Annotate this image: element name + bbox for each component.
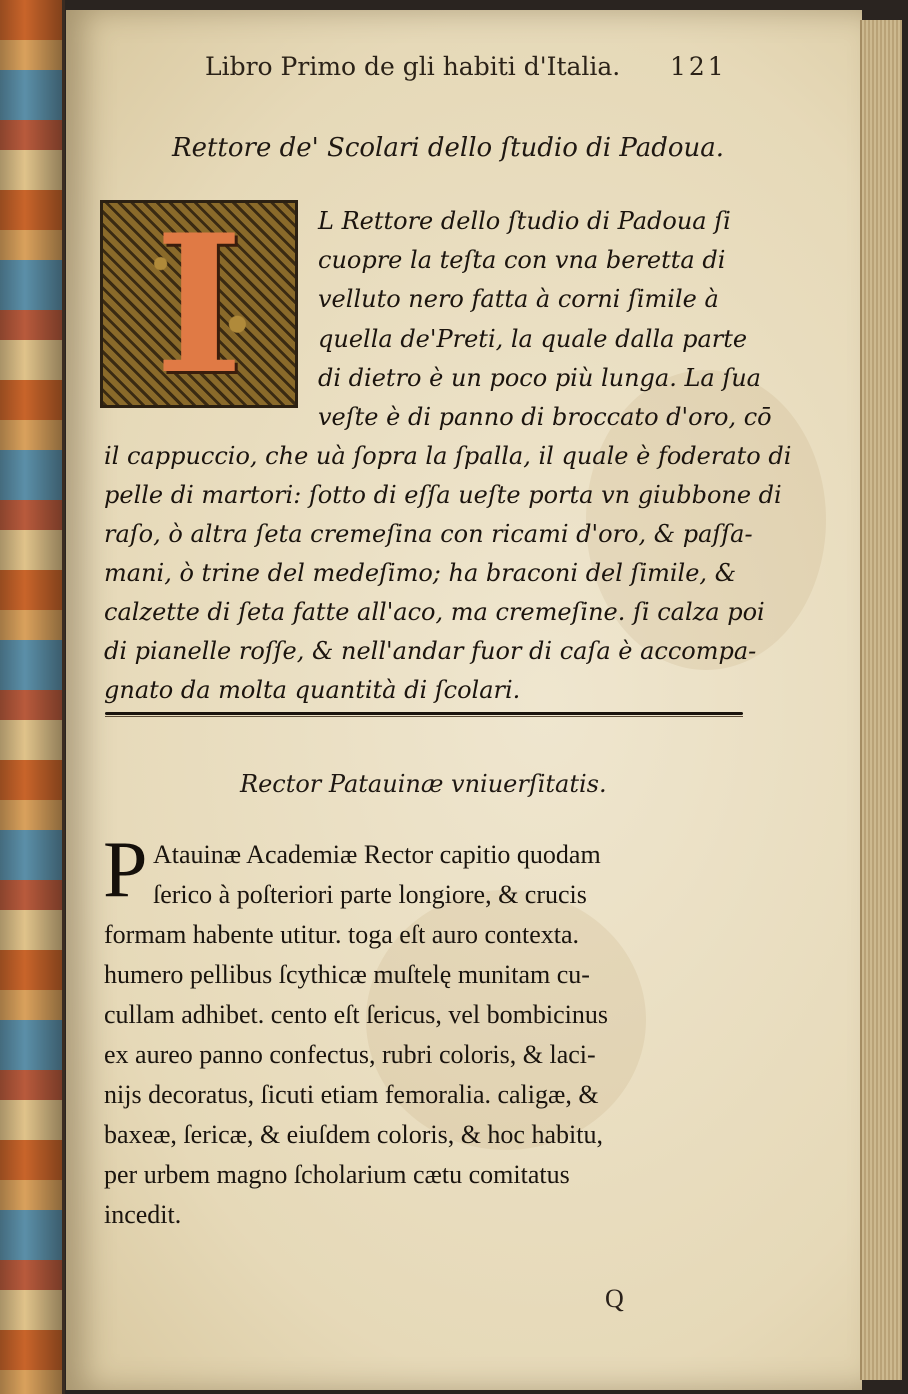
text-line: ſerico à poſteriori parte longiore, & crucis (153, 880, 587, 909)
page-number: 121 (670, 52, 727, 81)
latin-section-heading: Rector Patauinæ vniuerſitatis. (240, 770, 607, 798)
text-line: veſte è di panno di broccato d'oro, cō (318, 403, 772, 431)
text-line: raſo, ò altra ſeta cremeſina con ricami d'oro, & paſſa- (104, 520, 753, 548)
text-line: L Rettore dello ſtudio di Padoua ſi (318, 207, 731, 235)
decorated-initial-letter: I (154, 192, 244, 416)
text-line: ex aureo panno confectus, rubri coloris, & laci- (104, 1040, 596, 1069)
running-head (205, 52, 765, 92)
text-line: calzette di ſeta fatte all'aco, ma cremeſine. ſi calza poi (104, 598, 765, 626)
text-line: mani, ò trine del medeſimo; ha braconi del ſimile, & (104, 559, 737, 587)
decorated-initial (100, 192, 298, 416)
latin-initial-letter: P (103, 826, 148, 914)
text-line: humero pellibus ſcythicæ muſtelę munitam cu- (104, 960, 590, 989)
text-line: il cappuccio, che uà ſopra la ſpalla, il quale è foderato di (104, 442, 792, 470)
text-line: cuopre la teſta con vna beretta di (318, 246, 726, 274)
text-line: di dietro è un poco più lunga. La ſua (318, 364, 761, 392)
text-line: gnato da molta quantità di ſcolari. (104, 676, 521, 704)
text-line: nijs decoratus, ſicuti etiam femoralia. caligæ, & (104, 1080, 599, 1109)
page-edges (860, 20, 902, 1380)
signature-mark: Q (605, 1284, 624, 1313)
text-line: cullam adhibet. cento eſt ſericus, vel bombicinus (104, 1000, 608, 1029)
text-line: formam habente utitur. toga eſt auro contexta. (104, 920, 580, 949)
text-line: baxeæ, ſericæ, & eiuſdem coloris, & hoc habitu, (104, 1120, 603, 1149)
italian-section-heading: Rettore de' Scolari dello ſtudio di Padoua. (172, 133, 725, 163)
section-divider-rule (105, 712, 743, 715)
text-line: quella de'Preti, la quale dalla parte (318, 325, 748, 353)
text-line: velluto nero fatta à corni ſimile à (318, 285, 719, 313)
text-line: Atauinæ Academiæ Rector capitio quodam (153, 840, 601, 869)
text-line: di pianelle roſſe, & nell'andar fuor di caſa è accompa- (104, 637, 757, 665)
text-line: incedit. (104, 1200, 182, 1229)
facing-page-woodcut-border (0, 0, 65, 1394)
running-head-title: Libro Primo de gli habiti d'Italia. (205, 52, 621, 81)
text-line: per urbem magno ſcholarium cætu comitatus (104, 1160, 570, 1189)
text-line: pelle di martori: ſotto di eſſa ueſte porta vn giubbone di (104, 481, 782, 509)
